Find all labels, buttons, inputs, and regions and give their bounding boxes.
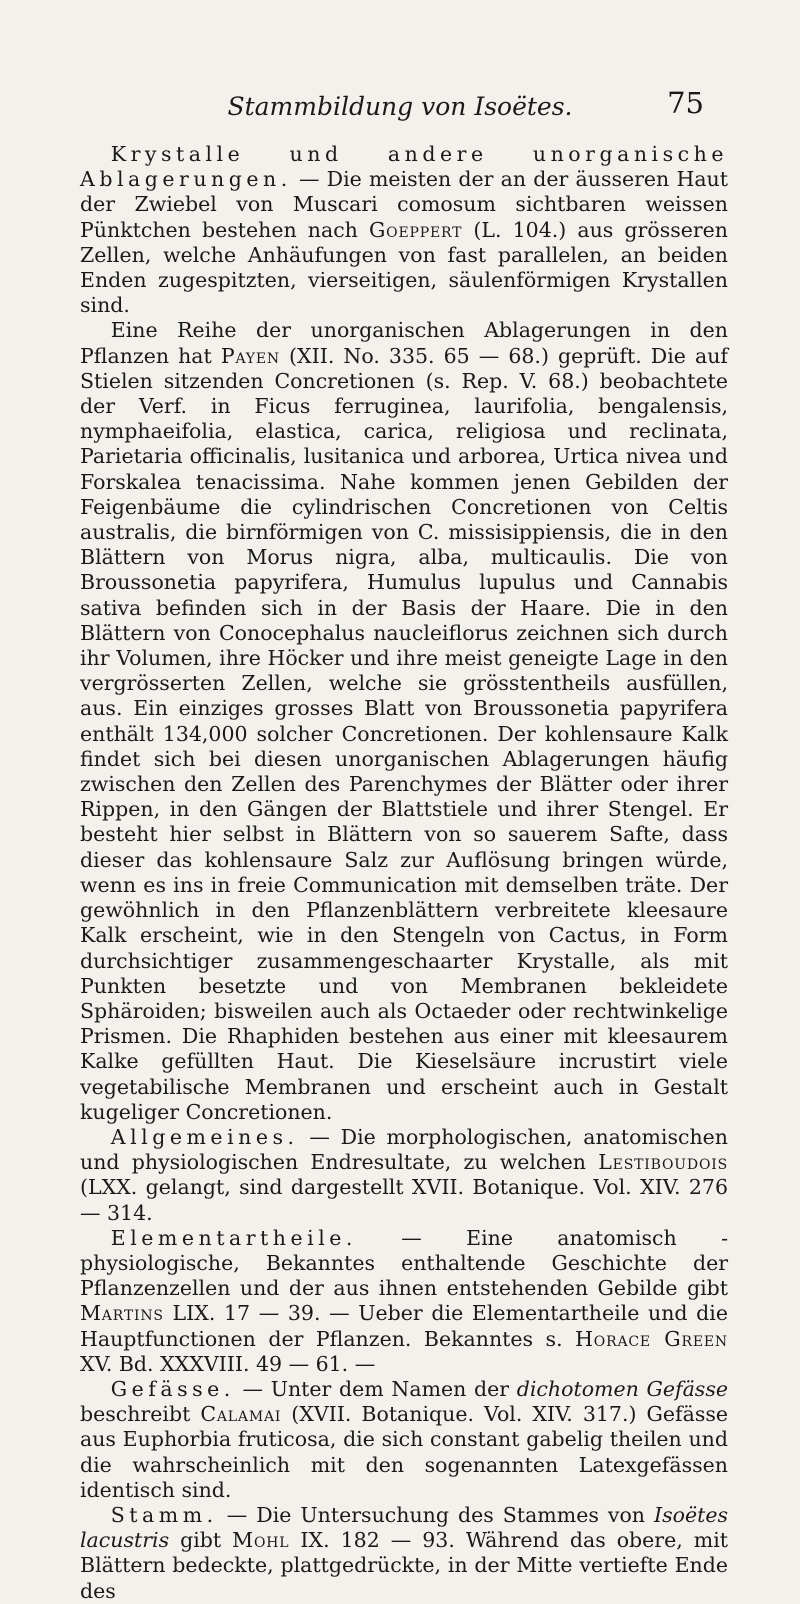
text-run: (LXX. gelangt, sind dargestellt XVII. Botanique. Vol. XIV. 276 — 314.	[80, 1175, 728, 1225]
section-lead: Elementartheile.	[110, 1225, 357, 1250]
text-run: (XVII. Botanique. Vol. XIV. 317.) Gefässe aus Euphorbia fruticosa, die sich constant gabelig theilen und die wahrscheinlich mit den sogenannten Latexgefässen identisch sind.	[80, 1402, 728, 1502]
text-run: Eine Reihe der unorganischen Ablagerungen in den Pflanzen hat	[80, 318, 728, 368]
italic-term: Isoëtes lacustris	[80, 1502, 728, 1553]
author-name: Payen	[220, 343, 280, 368]
author-name: Mohl	[232, 1528, 290, 1553]
text-run: LIX. 17 — 39. — Ueber die Elementartheile und die Hauptfunctionen der Pflanzen. Bekanntes s.	[80, 1301, 728, 1351]
section-lead: Gefässe.	[110, 1376, 235, 1401]
text-run: (XII. No. 335. 65 — 68.) geprüft. Die auf Stielen sitzenden Concretionen (s. Rep. V. 68.) beobachtete der Verf. in Ficus ferruginea, laurifolia, bengalensis, nymphaeifolia, elastica, carica, religiosa und reclinata, Parietaria officinalis, lusitanica und arborea, Urtica nivea und Forskalea tenacissima. Nahe kommen jenen Gebilden der Feigenbäume die cylindrischen Concretionen von Celtis australis, die birnförmigen von C. missisippiensis, die in den Blättern von Morus nigra, alba, multicaulis. Die von Broussonetia papyrifera, Humulus lupulus und Cannabis sativa befinden sich in der Basis der Haare. Die in den Blättern von Conocephalus naucleiflorus zeichnen sich durch ihr Volumen, ihre Höcker und ihre meist geneigte Lage in den vergrösserten Zellen, welche sie grösstentheils ausfüllen, aus. Ein einziges grosses Blatt von Broussonetia papyrifera enthält 134,000 solcher Concretionen. Der kohlensaure Kalk findet sich bei diesen unorganischen Ablagerungen häufig zwischen den Zellen des Parenchymes der Blätter oder ihrer Rippen, in den Gängen der Blattstiele und ihrer Stengel. Er besteht hier selbst in Blättern von so sauerem Safte, dass dieser das kohlensaure Salz zur Auflösung bringen würde, wenn es ins in freie Communication mit demselben träte. Der gewöhnlich in den Pflanzenblättern verbreitete kleesaure Kalk erscheint, wie in den Stengeln von Cactus, in Form durchsichtiger zusammengeschaarter Krystalle, als mit Punkten besetzte und von Membranen bekleidete Sphäroiden; bisweilen auch als Octaeder oder rechtwinkelige Prismen. Die Rhaphiden bestehen aus einer mit kleesaurem Kalke gefüllten Haut. Die Kieselsäure incrustirt viele vegetabilische Membranen und erscheint auch in Gestalt kugeliger Concretionen.	[80, 343, 728, 1124]
text-run: — Unter dem Namen der	[234, 1376, 517, 1401]
author-name: Goeppert	[368, 217, 463, 242]
section-lead: Krystalle und andere unorganische Ablagerungen.	[80, 142, 728, 192]
text-run: — Die morphologischen, anatomischen und physiologischen Endresultate, zu welchen	[80, 1124, 728, 1175]
text-run: — Die meisten der an der äusseren Haut der Zwiebel von Muscari comosum sichtbaren weissen Pünktchen bestehen nach	[80, 167, 728, 242]
page-number: 75	[667, 86, 704, 120]
text-run: — Die Untersuchung des Stammes von	[217, 1502, 655, 1527]
text-run: (L. 104.) aus grösseren Zellen, welche Anhäufungen von fast parallelen, an beiden Enden zugespitzten, vierseitigen, säulenförmigen Krystallen sind.	[80, 217, 729, 318]
author-name: Calamai	[200, 1402, 282, 1427]
text-run: XV. Bd. XXXVIII. 49 — 61. —	[80, 1351, 376, 1376]
paragraph	[80, 318, 728, 1125]
text-run: beschreibt	[80, 1402, 201, 1427]
body-text	[80, 142, 728, 1604]
running-head-title: Stammbildung von Isoëtes.	[227, 92, 573, 121]
text-run: gibt	[169, 1528, 233, 1553]
text-run: IX. 182 — 93. Während das obere, mit Blättern bedeckte, plattgedrückte, in der Mitte vertiefte Ende des	[80, 1528, 728, 1603]
paragraph	[80, 1226, 728, 1377]
italic-term: dichotomen Gefässe	[516, 1376, 728, 1401]
section-lead: Allgemeines.	[110, 1124, 299, 1149]
running-head	[0, 86, 800, 126]
author-name: Horace Green	[575, 1326, 728, 1351]
author-name: Lestiboudois	[598, 1150, 728, 1175]
paragraph	[80, 1377, 728, 1503]
text-run: — Eine anatomisch - physiologische, Bekanntes enthaltende Geschichte der Pflanzenzellen und der aus ihnen entstehenden Gebilde gibt	[80, 1225, 728, 1301]
paragraph	[80, 1125, 728, 1226]
author-name: Martins	[80, 1301, 164, 1326]
paragraph	[80, 1503, 728, 1604]
section-lead: Stamm.	[110, 1502, 218, 1527]
paragraph	[80, 142, 728, 318]
